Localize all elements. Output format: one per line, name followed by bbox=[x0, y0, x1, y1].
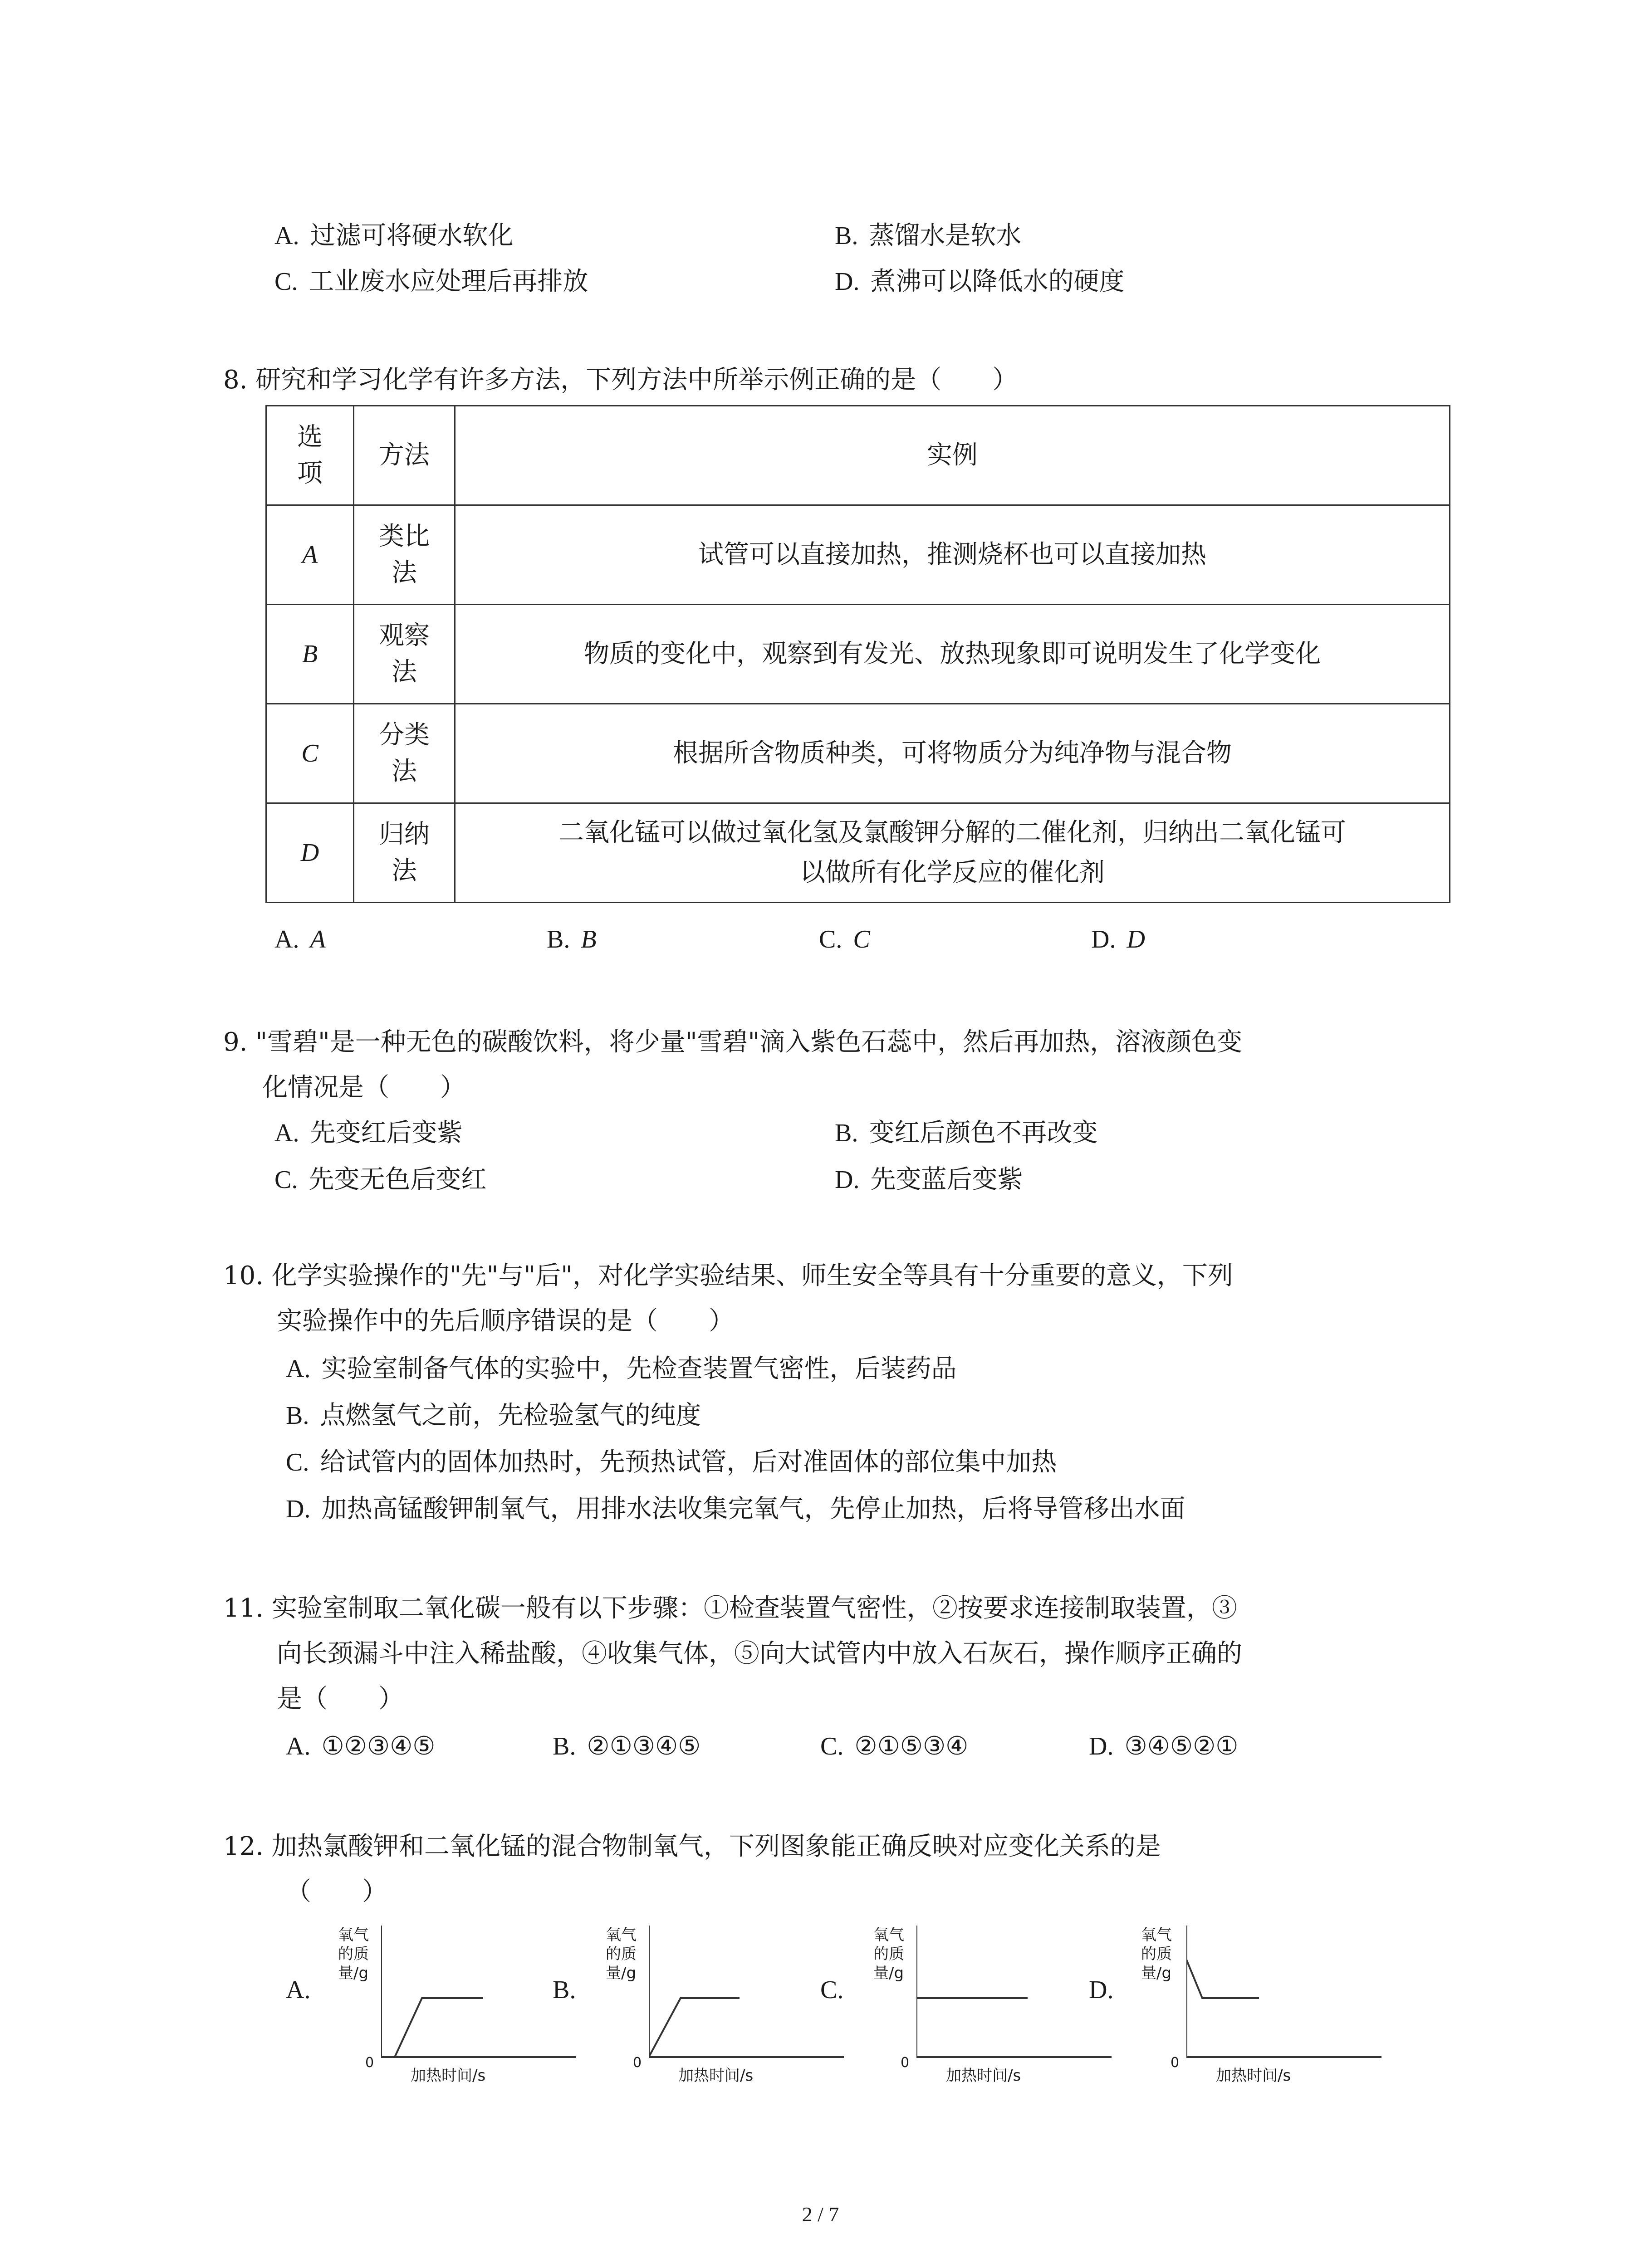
graph-xlabel: 加热时间/s bbox=[411, 2067, 486, 2085]
table-row bbox=[266, 605, 1450, 704]
q9-option-a bbox=[274, 1120, 462, 1146]
q12-stem-line1: 12. 加热氯酸钾和二氧化锰的混合物制氧气，下列图象能正确反映对应变化关系的是 bbox=[223, 1832, 1161, 1861]
page-number: 2 / 7 bbox=[802, 2203, 839, 2226]
graph-ylabel: 氧气 的质 量/g bbox=[338, 1926, 369, 1982]
graph-curve bbox=[1186, 1960, 1259, 1998]
graph-ylabel: 氧气 的质 量/g bbox=[1141, 1926, 1172, 1982]
option-letter: B. bbox=[286, 1402, 309, 1430]
option-letter: A. bbox=[274, 222, 299, 250]
row-option: D bbox=[266, 803, 354, 903]
q11-stem-line2: 向长颈漏斗中注入稀盐酸，④收集气体，⑤向大试管内中放入石灰石，操作顺序正确的 bbox=[277, 1639, 1242, 1668]
q11-option-d bbox=[1089, 1731, 1239, 1761]
row-option: C bbox=[266, 704, 354, 803]
option-text: ①②③④⑤ bbox=[321, 1731, 436, 1761]
q10-stem-line2: 实验操作中的先后顺序错误的是（ ） bbox=[277, 1306, 734, 1336]
graph-axes bbox=[381, 1926, 581, 2075]
option-text: 变红后颜色不再改变 bbox=[869, 1118, 1098, 1148]
q10-option-c bbox=[286, 1447, 1057, 1477]
graph-axes bbox=[1186, 1926, 1386, 2075]
option-text: 先变无色后变红 bbox=[309, 1165, 487, 1194]
option-letter: D. bbox=[1089, 1732, 1114, 1760]
row-option: B bbox=[266, 605, 354, 704]
row-method: 归纳 法 bbox=[354, 803, 455, 903]
q8-option-b bbox=[547, 927, 597, 952]
q9-stem-line2: 化情况是（ ） bbox=[262, 1073, 465, 1102]
option-letter: C. bbox=[820, 1732, 844, 1760]
option-text: ③④⑤②① bbox=[1124, 1731, 1239, 1761]
option-text: 过滤可将硬水软化 bbox=[310, 221, 514, 250]
graph-ylabel: 氧气 的质 量/g bbox=[873, 1926, 904, 1982]
option-letter: C. bbox=[274, 1166, 298, 1194]
option-text: 先变红后变紫 bbox=[310, 1118, 463, 1148]
table-row bbox=[266, 704, 1450, 803]
option-letter: C. bbox=[819, 925, 843, 953]
option-text: B bbox=[581, 925, 597, 953]
graph-xlabel: 加热时间/s bbox=[946, 2067, 1021, 2085]
option-text: C bbox=[853, 925, 870, 953]
q9-option-b bbox=[835, 1120, 1097, 1146]
q7-option-a bbox=[274, 223, 513, 249]
option-letter: B. bbox=[547, 925, 570, 953]
graph-curve bbox=[395, 1998, 483, 2057]
q9-option-c bbox=[274, 1167, 486, 1193]
graph-origin: 0 bbox=[633, 2055, 642, 2071]
graph-axes bbox=[916, 1926, 1116, 2075]
table-row bbox=[266, 505, 1450, 605]
option-text: 工业废水应处理后再排放 bbox=[309, 267, 588, 296]
option-letter: A. bbox=[286, 1355, 311, 1383]
row-option: A bbox=[266, 505, 354, 605]
row-example: 根据所含物质种类，可将物质分为纯净物与混合物 bbox=[455, 704, 1450, 803]
q11-option-a bbox=[286, 1731, 436, 1761]
option-text: ②①⑤③④ bbox=[854, 1731, 969, 1761]
row-example: 物质的变化中，观察到有发光、放热现象即可说明发生了化学变化 bbox=[455, 605, 1450, 704]
option-text: 实验室制备气体的实验中，先检查装置气密性，后装药品 bbox=[321, 1354, 957, 1383]
option-letter: A. bbox=[274, 1119, 299, 1147]
q8-stem: 8. 研究和学习化学有许多方法，下列方法中所举示例正确的是（ ） bbox=[223, 365, 1018, 395]
graph-origin: 0 bbox=[1171, 2055, 1180, 2071]
q11-option-c bbox=[820, 1731, 969, 1761]
graph-origin: 0 bbox=[365, 2055, 374, 2071]
row-example: 试管可以直接加热，推测烧杯也可以直接加热 bbox=[455, 505, 1450, 605]
header-method: 方法 bbox=[354, 406, 455, 505]
option-text: 加热高锰酸钾制氧气，用排水法收集完氧气，先停止加热，后将导管移出水面 bbox=[321, 1494, 1185, 1524]
option-text: 先变蓝后变紫 bbox=[870, 1165, 1023, 1194]
option-letter: B. bbox=[835, 1119, 858, 1147]
q11-option-b bbox=[553, 1731, 701, 1761]
option-text: D bbox=[1127, 925, 1145, 953]
graph-xlabel: 加热时间/s bbox=[678, 2067, 754, 2085]
table-header-row bbox=[266, 406, 1450, 505]
row-example: 二氧化锰可以做过氧化氢及氯酸钾分解的二催化剂，归纳出二氧化锰可 以做所有化学反应的催化剂 bbox=[455, 803, 1450, 903]
q10-option-b bbox=[286, 1403, 701, 1428]
option-letter: C. bbox=[286, 1448, 309, 1476]
row-method: 分类 法 bbox=[354, 704, 455, 803]
graph-letter: C. bbox=[820, 1976, 844, 2004]
graph-letter: D. bbox=[1089, 1976, 1114, 2004]
graph-curve bbox=[649, 1998, 740, 2057]
q8-option-c bbox=[819, 927, 870, 952]
option-text: 给试管内的固体加热时，先预热试管，后对准固体的部位集中加热 bbox=[320, 1447, 1057, 1477]
option-text: A bbox=[310, 925, 326, 953]
graph-xlabel: 加热时间/s bbox=[1216, 2067, 1291, 2085]
q9-option-d bbox=[835, 1167, 1023, 1193]
option-letter: C. bbox=[274, 268, 298, 296]
q7-option-c bbox=[274, 269, 588, 294]
option-letter: D. bbox=[835, 1166, 860, 1194]
option-text: 煮沸可以降低水的硬度 bbox=[870, 267, 1125, 296]
q11-stem-line3: 是（ ） bbox=[277, 1684, 404, 1714]
graph-origin: 0 bbox=[901, 2055, 910, 2071]
q10-option-a bbox=[286, 1356, 956, 1382]
option-letter: A. bbox=[274, 925, 299, 953]
option-letter: D. bbox=[1091, 925, 1116, 953]
q8-option-d bbox=[1091, 927, 1145, 952]
q8-option-a bbox=[274, 927, 326, 952]
option-letter: B. bbox=[835, 222, 858, 250]
option-letter: D. bbox=[286, 1495, 311, 1523]
option-letter: D. bbox=[835, 268, 860, 296]
graph-ylabel: 氧气 的质 量/g bbox=[606, 1926, 637, 1982]
q9-stem-line1: 9. "雪碧"是一种无色的碳酸饮料，将少量"雪碧"滴入紫色石蕊中，然后再加热，溶液颜色变 bbox=[223, 1027, 1243, 1057]
graph-axes bbox=[649, 1926, 848, 2075]
q11-stem-line1: 11. 实验室制取二氧化碳一般有以下步骤：①检查装置气密性，②按要求连接制取装置，③ bbox=[223, 1593, 1237, 1623]
option-text: ②①③④⑤ bbox=[587, 1731, 701, 1761]
row-method: 观察 法 bbox=[354, 605, 455, 704]
q8-method-table bbox=[265, 405, 1450, 903]
q7-option-b bbox=[835, 223, 1021, 249]
q10-stem-line1: 10. 化学实验操作的"先"与"后"，对化学实验结果、师生安全等具有十分重要的意义，下列 bbox=[223, 1261, 1233, 1290]
option-text: 蒸馏水是软水 bbox=[869, 221, 1022, 250]
q10-option-d bbox=[286, 1496, 1185, 1522]
header-example: 实例 bbox=[455, 406, 1450, 505]
graph-letter: B. bbox=[553, 1976, 576, 2004]
q12-stem-line2: （ ） bbox=[286, 1877, 387, 1906]
header-option: 选 项 bbox=[266, 406, 354, 505]
option-text: 点燃氢气之前，先检验氢气的纯度 bbox=[320, 1401, 701, 1430]
q7-option-d bbox=[835, 269, 1124, 294]
graph-letter: A. bbox=[286, 1976, 311, 2004]
table-row bbox=[266, 803, 1450, 903]
option-letter: A. bbox=[286, 1732, 311, 1760]
option-letter: B. bbox=[553, 1732, 576, 1760]
row-method: 类比 法 bbox=[354, 505, 455, 605]
